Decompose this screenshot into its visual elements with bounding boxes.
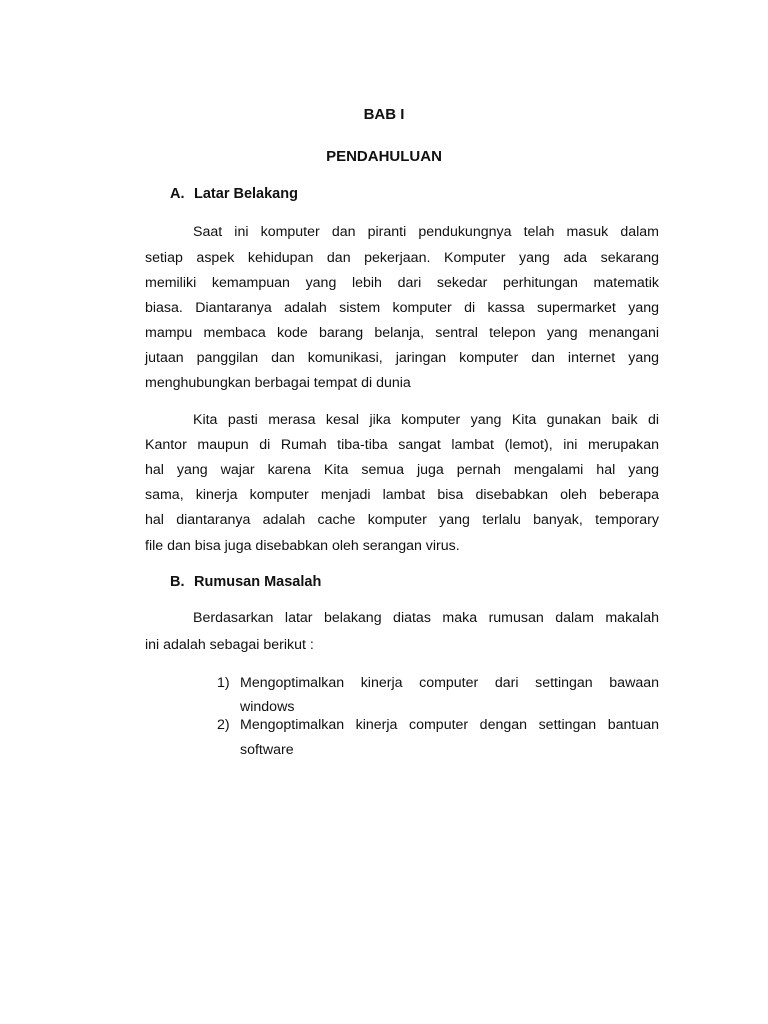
text-line: software bbox=[240, 742, 294, 758]
text-line: menghubungkan berbagai tempat di dunia bbox=[145, 375, 411, 391]
text-line: mampu membaca kode barang belanja, sentral telepon yang menangani bbox=[145, 325, 659, 341]
text-line: memiliki kemampuan yang lebih dari sekedar perhitungan matematik bbox=[145, 275, 659, 291]
text-line: hal diantaranya adalah cache komputer yang terlalu banyak, temporary bbox=[145, 512, 659, 528]
text-line: Kantor maupun di Rumah tiba-tiba sangat lambat (lemot), ini merupakan bbox=[145, 437, 659, 453]
chapter-title: PENDAHULUAN bbox=[326, 148, 442, 165]
text-line: Berdasarkan latar belakang diatas maka rumusan dalam makalah bbox=[193, 610, 659, 626]
chapter-heading: BAB I bbox=[363, 106, 405, 123]
section-number: B. bbox=[170, 574, 185, 590]
text-line: Kita pasti merasa kesal jika komputer yang Kita gunakan baik di bbox=[193, 412, 659, 428]
text-line: hal yang wajar karena Kita semua juga pernah mengalami hal yang bbox=[145, 462, 659, 478]
text-line: Saat ini komputer dan piranti pendukungnya telah masuk dalam bbox=[193, 224, 659, 240]
section-b-heading bbox=[170, 573, 321, 591]
text-line: windows bbox=[240, 699, 295, 715]
section-title: Latar Belakang bbox=[194, 186, 298, 202]
section-number: A. bbox=[170, 186, 185, 202]
section-a-heading bbox=[170, 185, 298, 203]
text-line: jutaan panggilan dan komunikasi, jaringan komputer dan internet yang bbox=[145, 350, 659, 366]
text-line: file dan bisa juga disebabkan oleh serangan virus. bbox=[145, 538, 460, 554]
list-number: 1) bbox=[217, 675, 230, 691]
text-line: setiap aspek kehidupan dan pekerjaan. Komputer yang ada sekarang bbox=[145, 250, 659, 266]
list-number: 2) bbox=[217, 717, 230, 733]
section-title: Rumusan Masalah bbox=[194, 574, 322, 590]
text-line: Mengoptimalkan kinerja computer dengan settingan bantuan bbox=[240, 717, 659, 733]
text-line: ini adalah sebagai berikut : bbox=[145, 637, 314, 653]
text-line: biasa. Diantaranya adalah sistem komputer di kassa supermarket yang bbox=[145, 300, 659, 316]
text-line: Mengoptimalkan kinerja computer dari settingan bawaan bbox=[240, 675, 659, 691]
text-line: sama, kinerja komputer menjadi lambat bisa disebabkan oleh beberapa bbox=[145, 487, 659, 503]
